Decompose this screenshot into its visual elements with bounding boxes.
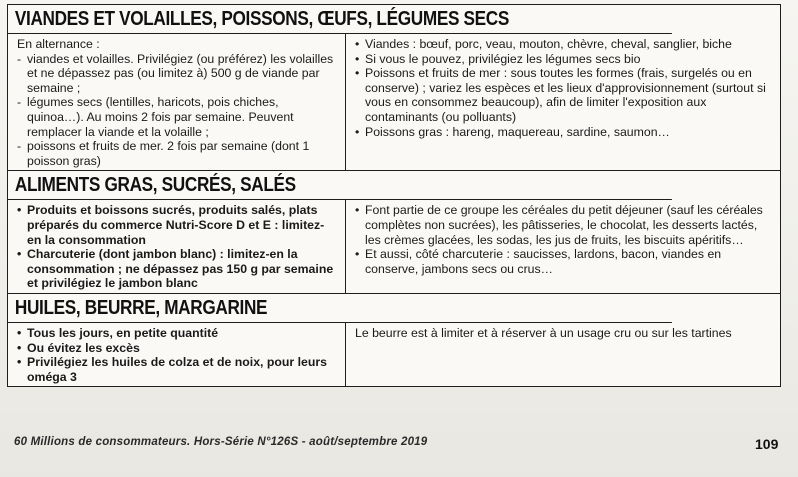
list-item: • Poissons et fruits de mer : sous toutes les formes (frais, surgelés ou en conserve) ; variez les espèces et les lieux d'approvisionnement (surtout si vous en consommez beaucoup), afin de limiter l'exposition aux contaminants (ou polluants)	[355, 66, 772, 124]
list-item: • Font partie de ce groupe les céréales du petit déjeuner (sauf les céréales complètes non sucrées), les pâtisseries, le chocolat, les desserts lactés, les crèmes glacées, les sodas, les jus de fruits, les biscuits apéritifs…	[355, 203, 772, 247]
section-title-huiles: HUILES, BEURRE, MARGARINE	[8, 294, 672, 323]
recommendation-list	[17, 203, 337, 291]
list-item: • Produits et boissons sucrés, produits salés, plats préparés du commerce Nutri-Score D et E : limitez-en la consommation	[17, 203, 337, 247]
list-item: • Privilégiez les huiles de colza et de noix, pour leurs oméga 3	[17, 355, 337, 384]
list-item: - légumes secs (lentilles, haricots, pois chiches, quinoa…). Au moins 2 fois par semaine. Peuvent remplacer la viande et la volaille ;	[17, 95, 337, 139]
section-title-aliments-gras: ALIMENTS GRAS, SUCRÉS, SALÉS	[8, 171, 672, 200]
recommendation-list	[17, 326, 337, 384]
list-item: • Tous les jours, en petite quantité	[17, 326, 337, 341]
details-cell	[346, 34, 780, 170]
list-item: • Ou évitez les excès	[17, 341, 337, 356]
details-list	[355, 203, 772, 276]
intro-text: En alternance :	[17, 37, 100, 51]
section-row-viandes	[8, 34, 780, 171]
recommendation-cell	[8, 34, 346, 170]
recommendation-cell	[8, 200, 346, 293]
list-item: • Et aussi, côté charcuterie : saucisses, lardons, bacon, viandes en conserve, jambons secs ou crus…	[355, 247, 772, 276]
section-row-aliments-gras	[8, 200, 780, 294]
details-cell	[346, 200, 780, 293]
list-item: • Viandes : bœuf, porc, veau, mouton, chèvre, cheval, sanglier, biche	[355, 37, 772, 52]
list-item: • Charcuterie (dont jambon blanc) : limitez-en la consommation ; ne dépassez pas 150 g par semaine et privilégiez le jambon blanc	[17, 247, 337, 291]
recommendation-list	[17, 52, 337, 169]
footer-source: 60 Millions de consommateurs. Hors-Série N°126S - août/septembre 2019	[14, 436, 428, 448]
recommendation-cell	[8, 323, 346, 386]
list-item: • Poissons gras : hareng, maquereau, sardine, saumon…	[355, 125, 772, 140]
nutrition-table	[7, 4, 781, 387]
section-row-huiles	[8, 323, 780, 386]
section-title-viandes: VIANDES ET VOLAILLES, POISSONS, ŒUFS, LÉGUMES SECS	[8, 5, 672, 34]
details-list	[355, 37, 772, 139]
list-item: - poissons et fruits de mer. 2 fois par semaine (dont 1 poisson gras)	[17, 139, 337, 168]
details-text: Le beurre est à limiter et à réserver à un usage cru ou sur les tartines	[355, 325, 732, 340]
page-number: 109	[755, 436, 779, 452]
list-item: • Si vous le pouvez, privilégiez les légumes secs bio	[355, 52, 772, 67]
details-cell	[346, 323, 780, 386]
list-item: - viandes et volailles. Privilégiez (ou préférez) les volailles et ne dépassez pas (ou limitez à) 500 g de viande par semaine ;	[17, 52, 337, 96]
